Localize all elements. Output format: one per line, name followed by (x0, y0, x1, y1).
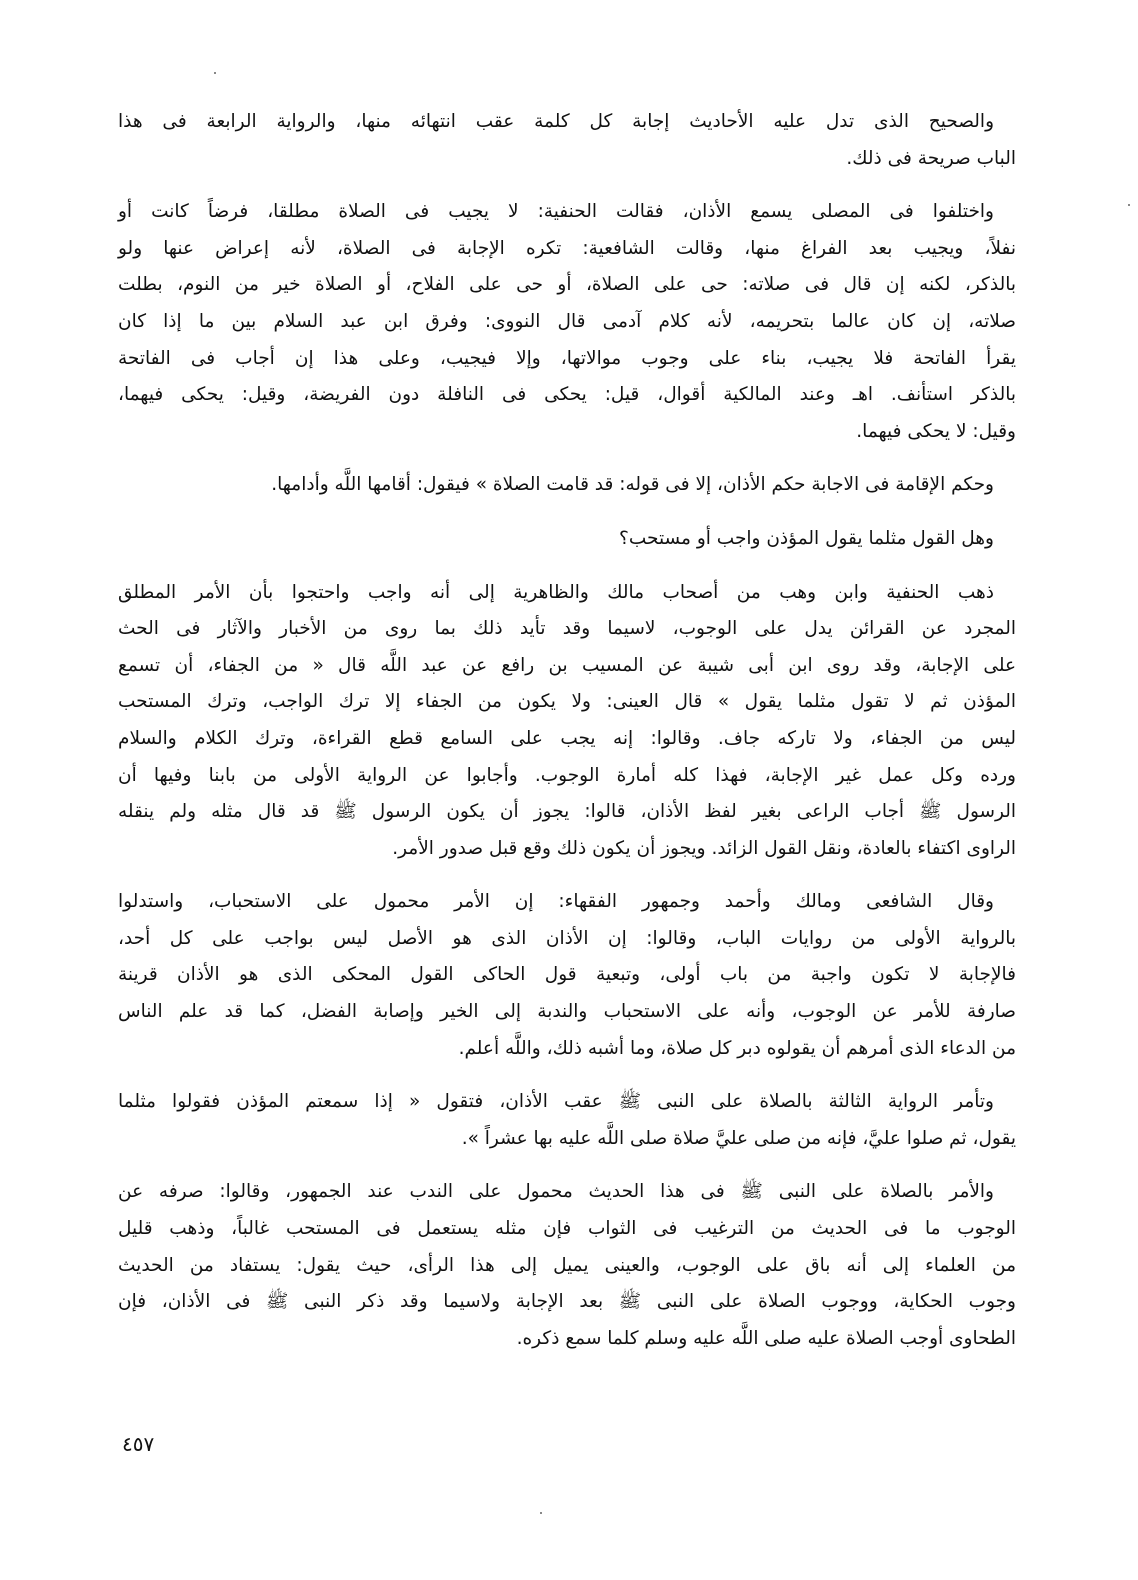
text-line: ورده وكل عمل غير الإجابة، فهذا كله أمارة الوجوب. وأجابوا عن الرواية الأولى من بابنا وفيها أن (118, 764, 1016, 786)
text-line: وقيل: لا يحكى فيهما. (856, 420, 1016, 442)
paragraph (118, 104, 1016, 177)
text-line: من الدعاء الذى أمرهم أن يقولوه دبر كل صلاة، وما أشبه ذلك، واللَّه أعلم. (458, 1037, 1016, 1059)
text-line: والأمر بالصلاة على النبى ﷺ فى هذا الحديث محمول على الندب عند الجمهور، وقالوا: صرفه عن (118, 1181, 994, 1203)
paragraph (118, 575, 1016, 868)
text-line: الباب صريحة فى ذلك. (846, 147, 1016, 169)
text-line: وحكم الإقامة فى الاجابة حكم الأذان، إلا فى قوله: قد قامت الصلاة » فيقول: أقامها اللَّه وأدامها. (271, 474, 994, 496)
text-line: وهل القول مثلما يقول المؤذن واجب أو مستحب؟ (619, 527, 994, 549)
paragraph (118, 194, 1016, 450)
text-line: صلاته، إن كان عالما بتحريمه، لأنه كلام آدمى قال النووى: وفرق ابن عبد السلام بين ما إذا كان (118, 310, 1016, 332)
text-line: الرسول ﷺ أجاب الراعى بغير لفظ الأذان، قالوا: يجوز أن يكون الرسول ﷺ قد قال مثله ولم ينقله (118, 801, 1016, 823)
text-line: يقرأ الفاتحة فلا يجيب، بناء على وجوب موالاتها، وإلا فيجيب، وعلى هذا إن أجاب فى الفاتحة (118, 347, 1016, 369)
text-line: بالذكر، لكنه إن قال فى صلاته: حى على الصلاة، أو حى على الفلاح، أو الصلاة خير من النوم، بطلت (118, 274, 1016, 296)
paragraph (118, 521, 1016, 558)
text-line: من العلماء إلى أنه باق على الوجوب، والعينى يميل إلى هذا الرأى، حيث يقول: يستفاد من الحديث (118, 1254, 1016, 1276)
text-line: بالذكر استأنف. اهـ وعند المالكية أقوال، قيل: يحكى فى النافلة دون الفريضة، وقيل: يحكى فيهما، (118, 384, 1016, 406)
text-line: والصحيح الذى تدل عليه الأحاديث إجابة كل كلمة عقب انتهائه منها، والرواية الرابعة فى هذا (118, 111, 994, 132)
text-line: الراوى اكتفاء بالعادة، ونقل القول الزائد. ويجوز أن يكون ذلك وقع قبل صدور الأمر. (392, 837, 1016, 859)
text-line: الوجوب ما فى الحديث من الترغيب فى الثواب فإن مثله يستعمل فى المستحب غالباً، وذهب قليل (118, 1218, 1016, 1240)
text-line: ذهب الحنفية وابن وهب من أصحاب مالك والظاهرية إلى أنه واجب واحتجوا بأن الأمر المطلق (118, 581, 994, 603)
text-line: وجوب الحكاية، ووجوب الصلاة على النبى ﷺ بعد الإجابة ولاسيما وقد ذكر النبى ﷺ فى الأذان، فإن (118, 1291, 1016, 1313)
text-line: نفلاً، ويجيب بعد الفراغ منها، وقالت الشافعية: تكره الإجابة فى الصلاة، لأنه إعراض عنها ولو (118, 237, 1016, 259)
text-line: بالرواية الأولى من روايات الباب، وقالوا: إن الأذان الذى هو الأصل ليس بواجب على كل أحد، (118, 927, 1016, 949)
text-line: فالإجابة لا تكون واجبة من باب أولى، وتبعية قول الحاكى القول المحكى الذى هو الأذان قرينة (118, 964, 1016, 986)
page-body (118, 104, 1016, 1374)
text-line: صارفة للأمر عن الوجوب، وأنه على الاستحباب والندبة إلى الخير وإصابة الفضل، كما قد علم الناس (118, 1001, 1016, 1023)
paragraph (118, 467, 1016, 504)
scan-speck (214, 72, 216, 74)
paragraph (118, 1084, 1016, 1157)
text-line: يقول، ثم صلوا عليَّ، فإنه من صلى عليَّ صلاة صلى اللَّه عليه بها عشراً ». (461, 1127, 1016, 1149)
text-line: الطحاوى أوجب الصلاة عليه صلى اللَّه عليه وسلم كلما سمع ذكره. (516, 1327, 1016, 1349)
text-line: المؤذن ثم لا تقول مثلما يقول » قال العينى: ولا يكون من الجفاء إلا ترك الواجب، وترك المستحب (118, 691, 1016, 713)
text-line: على الإجابة، وقد روى ابن أبى شيبة عن المسيب بن رافع عن عبد اللَّه قال « من الجفاء، أن تسمع (118, 654, 1016, 676)
text-line: واختلفوا فى المصلى يسمع الأذان، فقالت الحنفية: لا يجيب فى الصلاة مطلقا، فرضاً كانت أو (118, 201, 994, 223)
paragraph (118, 884, 1016, 1067)
text-line: وتأمر الرواية الثالثة بالصلاة على النبى ﷺ عقب الأذان، فتقول « إذا سمعتم المؤذن فقولوا مثلما (118, 1091, 994, 1113)
scan-speck (540, 1512, 542, 1514)
paragraph (118, 1174, 1016, 1357)
text-line: المجرد عن القرائن يدل على الوجوب، لاسيما وقد تأيد ذلك بما روى من الأخبار والآثار فى الحث (118, 618, 1016, 640)
text-line: وقال الشافعى ومالك وأحمد وجمهور الفقهاء: إن الأمر محمول على الاستحباب، واستدلوا (118, 891, 994, 913)
scan-speck (1128, 204, 1130, 206)
page-number: ٤٥٧ (122, 1432, 155, 1456)
text-line: ليس من الجفاء، ولا تاركه جاف. وقالوا: إنه يجب على السامع قطع القراءة، وترك الكلام والسلام (118, 727, 1016, 749)
